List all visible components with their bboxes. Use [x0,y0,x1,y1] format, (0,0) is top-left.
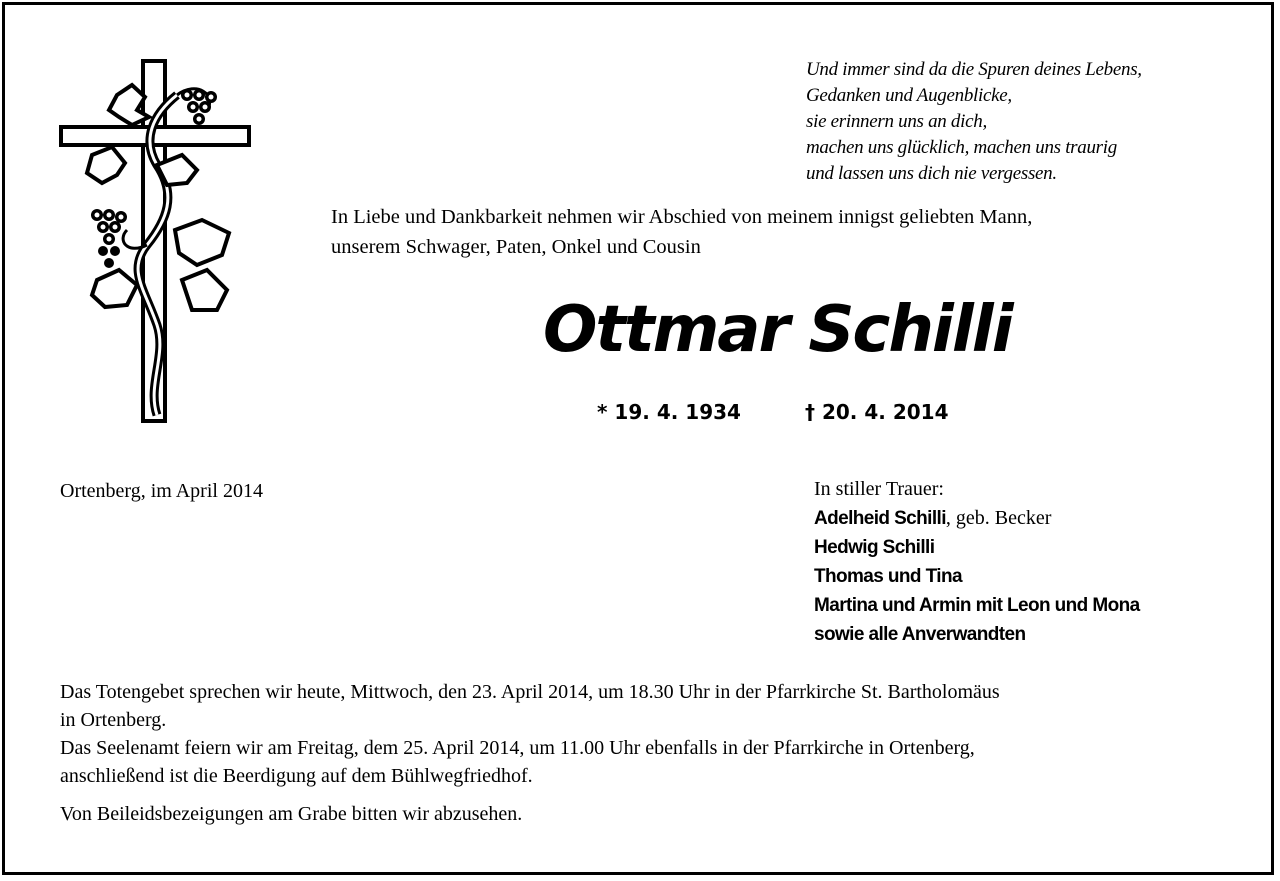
intro-line-2: unserem Schwager, Paten, Onkel und Cousin [331,236,701,258]
mourner-row [814,504,1254,533]
prayer-notice-line-2: in Ortenberg. [60,709,167,731]
mourner-name: Thomas und Tina [814,566,962,587]
mass-notice-line-2: anschließend ist die Beerdigung auf dem Bühlwegfriedhof. [60,765,533,787]
birth-date: * 19. 4. 1934 [597,400,741,424]
memorial-poem [806,57,1246,187]
condolence-notice: Von Beileidsbezeigungen am Grabe bitten wir abzusehen. [60,803,523,825]
poem-line: machen uns glücklich, machen uns traurig [806,137,1117,158]
mourner-name: Martina und Armin mit Leon und Mona [814,595,1140,616]
poem-line: und lassen uns dich nie vergessen. [806,163,1057,184]
death-date: † 20. 4. 2014 [805,400,949,424]
poem-line: Und immer sind da die Spuren deines Lebens, [806,59,1142,80]
mourner-name: sowie alle Anverwandten [814,624,1026,645]
intro-line-1: In Liebe und Dankbarkeit nehmen wir Abschied von meinem innigst geliebten Mann, [331,206,1033,228]
place-and-date: Ortenberg, im April 2014 [60,480,263,502]
mourners-list [814,475,1254,649]
poem-line: sie erinnern uns an dich, [806,111,987,132]
farewell-intro [331,202,1251,262]
poem-line: Gedanken und Augenblicke, [806,85,1012,106]
mourner-suffix: , geb. Becker [945,507,1052,529]
service-notice [60,678,1250,828]
mourners-heading: In stiller Trauer: [814,478,944,500]
prayer-notice-line-1: Das Totengebet sprechen wir heute, Mittwoch, den 23. April 2014, um 18.30 Uhr in der Pfarrkirche St. Bartholomäus [60,681,1000,703]
deceased-name: Ottmar Schilli [543,293,1012,367]
mourner-name: Adelheid Schilli [814,508,946,529]
mourner-name: Hedwig Schilli [814,537,935,558]
cross-with-grapevine-icon [57,55,257,425]
obituary-card [2,2,1274,875]
mass-notice-line-1: Das Seelenamt feiern wir am Freitag, dem 25. April 2014, um 11.00 Uhr ebenfalls in der Pfarrkirche in Ortenberg, [60,737,975,759]
